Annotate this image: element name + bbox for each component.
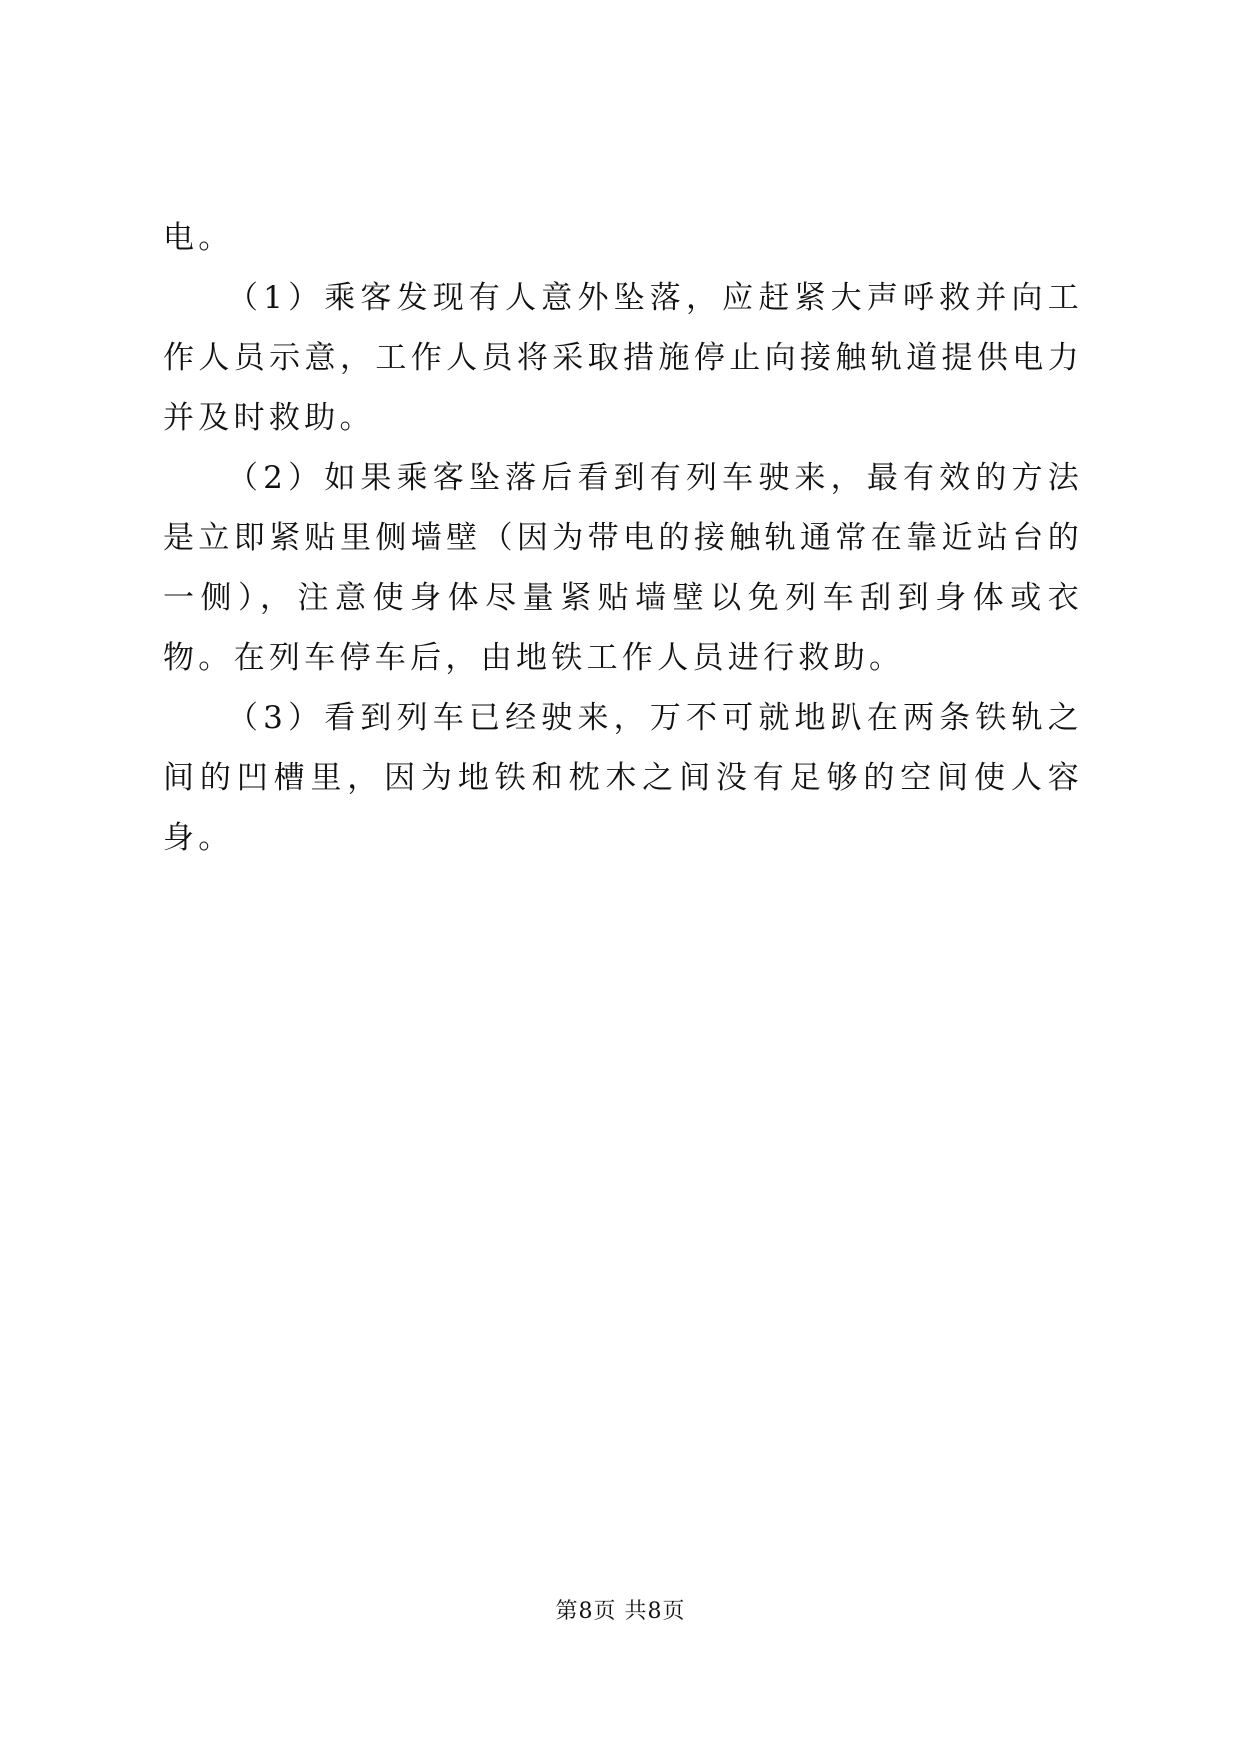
document-body xyxy=(163,208,1083,868)
paragraph-continuation: 电。 xyxy=(163,220,234,256)
paragraph-item-1: （1）乘客发现有人意外坠落，应赶紧大声呼救并向工作人员示意，工作人员将采取措施停止向接触轨道提供电力并及时救助。 xyxy=(163,280,1083,436)
paragraph-item-3: （3）看到列车已经驶来，万不可就地趴在两条铁轨之间的凹槽里，因为地铁和枕木之间没有足够的空间使人容身。 xyxy=(163,700,1083,856)
paragraph-item-2: （2）如果乘客坠落后看到有列车驶来，最有效的方法是立即紧贴里侧墙壁（因为带电的接触轨通常在靠近站台的一侧），注意使身体尽量紧贴墙壁以免列车刮到身体或衣物。在列车停车后，由地铁工作人员进行救助。 xyxy=(163,460,1083,676)
page-number-footer: 第8页 共8页 xyxy=(555,1599,686,1624)
